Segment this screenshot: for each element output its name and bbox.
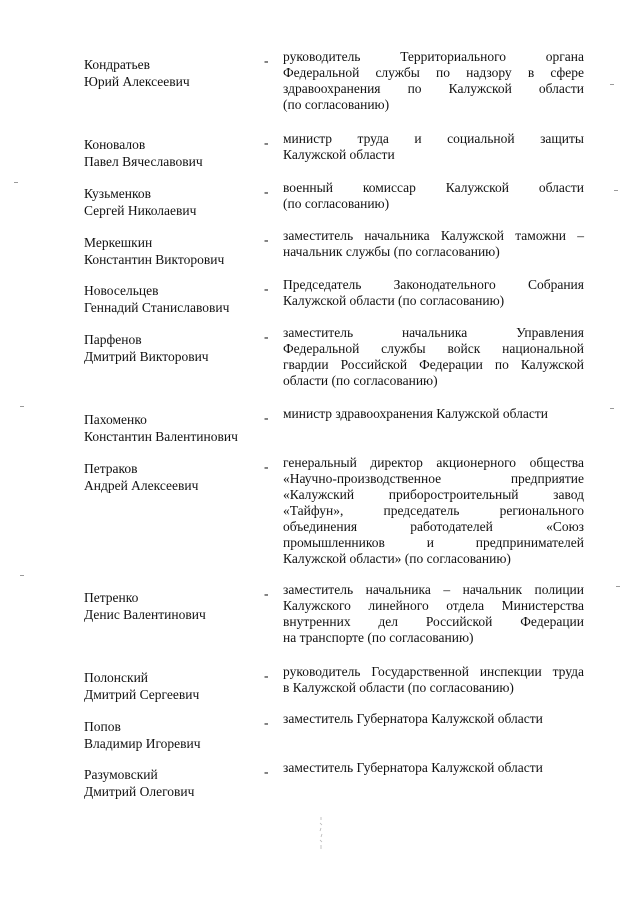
given-names: Юрий Алексеевич	[84, 74, 190, 89]
person-name	[84, 766, 264, 800]
scan-mark	[614, 190, 618, 191]
role-line: Председатель Законодательного Собрания	[283, 277, 584, 292]
position-description	[283, 760, 584, 776]
given-names: Андрей Алексеевич	[84, 478, 199, 493]
given-names: Дмитрий Викторович	[84, 349, 209, 364]
position-description	[283, 49, 584, 113]
role-line: области (по согласованию)	[283, 373, 438, 388]
role-line: генеральный директор акционерного общества	[283, 455, 584, 470]
role-line: (по согласованию)	[283, 97, 390, 112]
given-names: Сергей Николаевич	[84, 203, 197, 218]
scan-mark	[610, 408, 614, 409]
surname: Новосельцев	[84, 283, 159, 298]
position-description	[283, 582, 584, 646]
surname: Петраков	[84, 461, 138, 476]
dash-separator: -	[264, 715, 269, 730]
given-names: Дмитрий Олегович	[84, 784, 195, 799]
position-description	[283, 664, 584, 696]
given-names: Денис Валентинович	[84, 607, 206, 622]
person-name	[84, 589, 264, 623]
position-description	[283, 711, 584, 727]
given-names: Константин Викторович	[84, 252, 225, 267]
scan-mark	[616, 586, 620, 587]
dash-separator: -	[264, 410, 269, 425]
surname: Попов	[84, 719, 121, 734]
surname: Кузьменков	[84, 186, 151, 201]
surname: Полонский	[84, 670, 149, 685]
person-name	[84, 185, 264, 219]
role-line: министр труда и социальной защиты	[283, 131, 584, 146]
role-line: заместитель начальника – начальник полиции	[283, 582, 584, 597]
role-line: на транспорте (по согласованию)	[283, 630, 474, 645]
position-description	[283, 325, 584, 389]
dash-separator: -	[264, 459, 269, 474]
dash-separator: -	[264, 586, 269, 601]
role-line: руководитель Государственной инспекции труда	[283, 664, 584, 679]
role-line: объединения работодателей «Союз	[283, 519, 584, 534]
surname: Петренко	[84, 590, 139, 605]
dash-separator: -	[264, 135, 269, 150]
person-name	[84, 411, 264, 445]
position-description	[283, 180, 584, 212]
person-name	[84, 718, 264, 752]
role-line: министр здравоохранения Калужской области	[283, 406, 548, 421]
person-name	[84, 331, 264, 365]
role-line: заместитель начальника Управления	[283, 325, 584, 340]
surname: Меркешкин	[84, 235, 153, 250]
position-description	[283, 131, 584, 163]
role-line: заместитель Губернатора Калужской области	[283, 760, 543, 775]
given-names: Владимир Игоревич	[84, 736, 201, 751]
role-line: внутренних дел Российской Федерации	[283, 614, 584, 629]
given-names: Константин Валентинович	[84, 429, 238, 444]
dash-separator: -	[264, 232, 269, 247]
dash-separator: -	[264, 764, 269, 779]
role-line: гвардии Российской Федерации по Калужской	[283, 357, 584, 372]
role-line: (по согласованию)	[283, 196, 390, 211]
position-description	[283, 277, 584, 309]
role-line: Калужского линейного отдела Министерства	[283, 598, 584, 613]
position-description	[283, 406, 584, 422]
scan-mark	[20, 575, 24, 576]
surname: Кондратьев	[84, 57, 150, 72]
surname: Пахоменко	[84, 412, 147, 427]
role-line: военный комиссар Калужской области	[283, 180, 584, 195]
person-name	[84, 234, 264, 268]
given-names: Геннадий Станиславович	[84, 300, 230, 315]
person-name	[84, 136, 264, 170]
role-line: «Калужский приборостроительный завод	[283, 487, 584, 502]
scan-artifact-icon	[316, 816, 326, 852]
person-name	[84, 460, 264, 494]
role-line: Калужской области» (по согласованию)	[283, 551, 511, 566]
surname: Парфенов	[84, 332, 142, 347]
person-name	[84, 282, 264, 316]
role-line: Федеральной службы войск национальной	[283, 341, 584, 356]
surname: Коновалов	[84, 137, 146, 152]
given-names: Павел Вячеславович	[84, 154, 203, 169]
dash-separator: -	[264, 281, 269, 296]
role-line: «Научно-производственное предприятие	[283, 471, 584, 486]
dash-separator: -	[264, 329, 269, 344]
dash-separator: -	[264, 53, 269, 68]
role-line: Федеральной службы по надзору в сфере	[283, 65, 584, 80]
position-description	[283, 455, 584, 567]
surname: Разумовский	[84, 767, 158, 782]
role-line: промышленников и предпринимателей	[283, 535, 584, 550]
dash-separator: -	[264, 668, 269, 683]
role-line: начальник службы (по согласованию)	[283, 244, 500, 259]
dash-separator: -	[264, 184, 269, 199]
role-line: заместитель Губернатора Калужской области	[283, 711, 543, 726]
given-names: Дмитрий Сергеевич	[84, 687, 200, 702]
role-line: в Калужской области (по согласованию)	[283, 680, 514, 695]
position-description	[283, 228, 584, 260]
person-name	[84, 56, 264, 90]
role-line: «Тайфун», председатель регионального	[283, 503, 584, 518]
role-line: здравоохранения по Калужской области	[283, 81, 584, 96]
scan-mark	[610, 84, 614, 85]
role-line: Калужской области	[283, 147, 395, 162]
scan-mark	[20, 406, 24, 407]
role-line: заместитель начальника Калужской таможни –	[283, 228, 584, 243]
role-line: Калужской области (по согласованию)	[283, 293, 505, 308]
scan-mark	[14, 182, 18, 183]
role-line: руководитель Территориального органа	[283, 49, 584, 64]
person-name	[84, 669, 264, 703]
